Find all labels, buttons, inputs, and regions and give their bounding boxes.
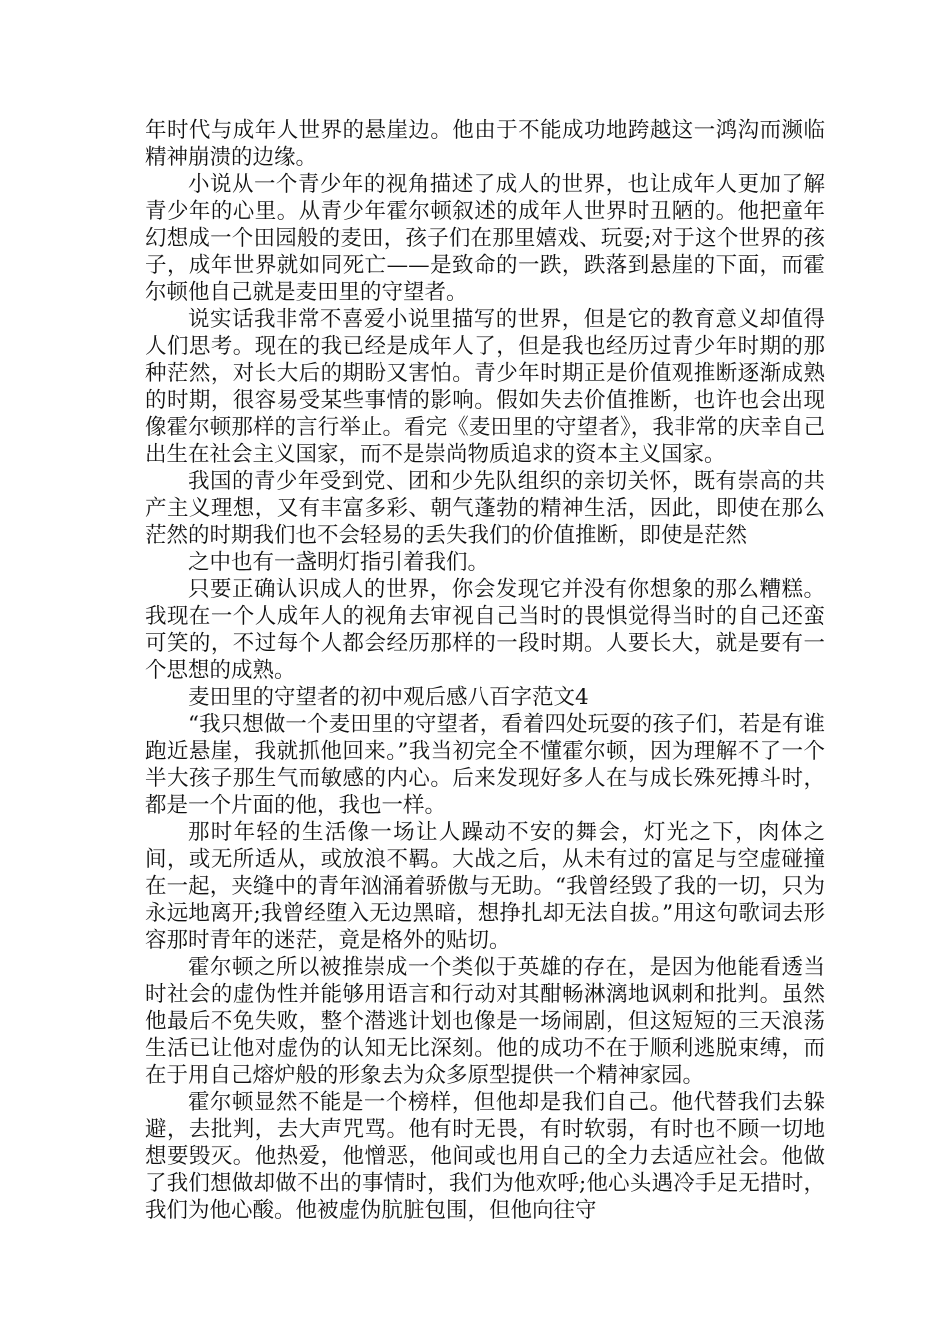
paragraph: “我只想做一个麦田里的守望者，看着四处玩耍的孩子们，若是有谁跑近悬崖，我就抓他回来。”我当初完全不懂霍尔顿，因为理解不了一个半大孩子那生气而敏感的内心。后来发现好多人在与成长殊死搏斗时，都是一个片面的他，我也一样。 (145, 712, 825, 818)
paragraph: 之中也有一盏明灯指引着我们。 (188, 550, 490, 575)
paragraph: 我国的青少年受到党、团和少先队组织的亲切关怀，既有崇高的共产主义理想，又有丰富多彩、朝气蓬勃的精神生活，因此，即使在那么茫然的时期我们也不会轻易的丢失我们的价值推断，即使是茫然 (145, 469, 825, 548)
paragraph: 那时年轻的生活像一场让人躁动不安的舞会，灯光之下，肉体之间，或无所适从，或放浪不羁。大战之后，从未有过的富足与空虚碰撞在一起，夹缝中的青年汹涌着骄傲与无助。“我曾经毁了我的一切，只为永远地离开;我曾经堕入无边黑暗，想挣扎却无法自拔。”用这句歌词去形容那时青年的迷茫，竟是格外的贴切。 (145, 820, 825, 953)
paragraph: 小说从一个青少年的视角描述了成人的世界，也让成年人更加了解青少年的心里。从青少年霍尔顿叙述的成年人世界时丑陋的。他把童年幻想成一个田园般的麦田，孩子们在那里嬉戏、玩耍;对于这个世界的孩子，成年世界就如同死亡——是致命的一跌，跌落到悬崖的下面，而霍尔顿他自己就是麦田里的守望者。 (145, 172, 825, 305)
paragraph: 年时代与成年人世界的悬崖边。他由于不能成功地跨越这一鸿沟而濒临精神崩溃的边缘。 (145, 118, 825, 170)
paragraph: 只要正确认识成人的世界，你会发现它并没有你想象的那么糟糕。我现在一个人成年人的视角去审视自己当时的畏惧觉得当时的自己还蛮可笑的，不过每个人都会经历那样的一段时期。人要长大，就是要有一个思想的成熟。 (145, 577, 825, 683)
section-heading: 麦田里的守望者的初中观后感八百字范文4 (188, 685, 589, 710)
paragraph: 霍尔顿显然不能是一个榜样，但他却是我们自己。他代替我们去躲避，去批判，去大声咒骂。他有时无畏，有时软弱，有时也不顾一切地想要毁灭。他热爱，他憎恶，他间或也用自己的全力去适应社会。他做了我们想做却做不出的事情时，我们为他欢呼;他心头遇冷手足无措时，我们为他心酸。他被虚伪肮脏包围，但他向往守 (145, 1090, 825, 1223)
document-page (145, 117, 825, 1224)
paragraph: 说实话我非常不喜爱小说里描写的世界，但是它的教育意义却值得人们思考。现在的我已经是成年人了，但是我也经历过青少年时期的那种茫然，对长大后的期盼又害怕。青少年时期正是价值观推断逐渐成熟的时期，很容易受某些事情的影响。假如失去价值推断，也许也会出现像霍尔顿那样的言行举止。看完《麦田里的守望者》，我非常的庆幸自己出生在社会主义国家，而不是崇尚物质追求的资本主义国家。 (145, 307, 825, 467)
paragraph: 霍尔顿之所以被推崇成一个类似于英雄的存在，是因为他能看透当时社会的虚伪性并能够用语言和行动对其酣畅淋漓地讽刺和批判。虽然他最后不免失败，整个潜逃计划也像是一场闹剧，但这短短的三天浪荡生活已让他对虚伪的认知无比深刻。他的成功不在于顺利逃脱束缚，而在于用自己熔炉般的形象去为众多原型提供一个精神家园。 (145, 955, 825, 1088)
